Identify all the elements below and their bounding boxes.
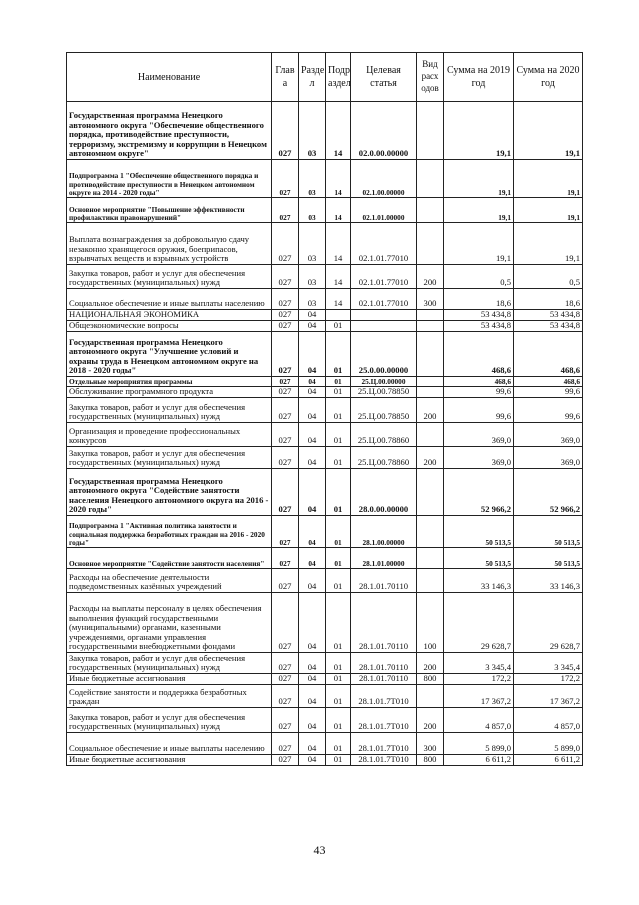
cell-chapter: 027 [272,593,299,653]
cell-target: 25.Ц.00.78850 [351,387,417,398]
cell-sum-2019: 0,5 [444,265,514,289]
cell-section: 04 [299,469,326,516]
cell-sum-2019: 369,0 [444,423,514,447]
cell-sum-2020: 19,1 [514,223,583,265]
cell-sum-2020: 33 146,3 [514,569,583,593]
cell-sum-2019: 19,1 [444,223,514,265]
cell-section: 03 [299,223,326,265]
cell-sum-2019: 53 434,8 [444,321,514,332]
table-row [67,198,583,223]
cell-name: Закупка товаров, работ и услуг для обеспечения государственных (муниципальных) нужд [67,447,272,469]
cell-sum-2020: 17 367,2 [514,685,583,708]
cell-subsection: 01 [326,321,351,332]
cell-name: Выплата вознаграждения за добровольную сдачу незаконно хранящегося оружия, боеприпасов, взрывчатых веществ и взрывных устройств [67,223,272,265]
header-target: Целевая статья [351,53,417,102]
table-row [67,593,583,653]
table-header-row [67,53,583,102]
cell-name: Расходы на обеспечение деятельности подведомственных казённых учреждений [67,569,272,593]
cell-kind [417,310,444,321]
cell-kind [417,387,444,398]
table-row [67,377,583,387]
cell-kind [417,321,444,332]
cell-subsection: 01 [326,469,351,516]
cell-kind: 300 [417,289,444,310]
cell-chapter: 027 [272,102,299,160]
cell-sum-2020: 19,1 [514,160,583,198]
cell-subsection: 01 [326,398,351,423]
cell-name: Общеэкономические вопросы [67,321,272,332]
cell-section: 03 [299,198,326,223]
cell-sum-2020: 369,0 [514,447,583,469]
cell-chapter: 027 [272,653,299,674]
table-row [67,265,583,289]
cell-kind: 100 [417,593,444,653]
header-chapter: Глав а [272,53,299,102]
table-row [67,653,583,674]
cell-name: Социальное обеспечение и иные выплаты населению [67,289,272,310]
cell-name: Основное мероприятие "Содействие занятости населения" [67,548,272,569]
cell-name: Закупка товаров, работ и услуг для обеспечения государственных (муниципальных) нужд [67,708,272,733]
cell-section: 04 [299,685,326,708]
cell-sum-2019: 172,2 [444,674,514,685]
cell-subsection: 01 [326,733,351,755]
cell-kind [417,332,444,377]
cell-target: 28.1.01.70110 [351,674,417,685]
budget-table [66,52,583,766]
cell-target: 28.0.00.00000 [351,469,417,516]
cell-subsection: 01 [326,332,351,377]
cell-sum-2019: 4 857,0 [444,708,514,733]
table-row [67,569,583,593]
cell-target: 25.Ц.00.00000 [351,377,417,387]
cell-section: 04 [299,548,326,569]
cell-section: 03 [299,265,326,289]
cell-target: 28.1.01.70110 [351,593,417,653]
cell-subsection: 01 [326,548,351,569]
cell-target: 28.1.01.7Т010 [351,708,417,733]
cell-target: 28.1.01.7Т010 [351,755,417,766]
cell-chapter: 027 [272,387,299,398]
cell-chapter: 027 [272,548,299,569]
cell-sum-2020: 50 513,5 [514,516,583,548]
cell-section: 04 [299,377,326,387]
cell-sum-2020: 3 345,4 [514,653,583,674]
table-row [67,674,583,685]
table-row [67,516,583,548]
cell-sum-2020: 53 434,8 [514,321,583,332]
cell-subsection [326,310,351,321]
cell-target: 25.Ц.00.78860 [351,447,417,469]
cell-sum-2019: 33 146,3 [444,569,514,593]
header-sum-2019: Сумма на 2019 год [444,53,514,102]
budget-sheet [66,52,582,766]
cell-section: 04 [299,310,326,321]
cell-section: 03 [299,160,326,198]
cell-sum-2019: 29 628,7 [444,593,514,653]
cell-chapter: 027 [272,332,299,377]
cell-chapter: 027 [272,198,299,223]
cell-name: Закупка товаров, работ и услуг для обеспечения государственных (муниципальных) нужд [67,653,272,674]
cell-target [351,321,417,332]
table-row [67,160,583,198]
cell-chapter: 027 [272,685,299,708]
cell-section: 04 [299,398,326,423]
cell-section: 03 [299,289,326,310]
cell-kind: 200 [417,708,444,733]
cell-target: 28.1.01.7Т010 [351,733,417,755]
table-row [67,708,583,733]
table-row [67,387,583,398]
cell-sum-2020: 0,5 [514,265,583,289]
cell-name: Содействие занятости и поддержка безработных граждан [67,685,272,708]
table-row [67,321,583,332]
cell-name: Обслуживание программного продукта [67,387,272,398]
cell-chapter: 027 [272,708,299,733]
cell-target: 02.0.00.00000 [351,102,417,160]
cell-name: Подпрограмма 1 "Активная политика занятости и социальная поддержка безработных граждан на 2016 - 2020 годы" [67,516,272,548]
cell-kind [417,102,444,160]
cell-section: 04 [299,516,326,548]
cell-section: 04 [299,733,326,755]
cell-kind [417,548,444,569]
cell-chapter: 027 [272,310,299,321]
cell-sum-2020: 52 966,2 [514,469,583,516]
cell-chapter: 027 [272,469,299,516]
cell-kind [417,223,444,265]
cell-sum-2019: 50 513,5 [444,548,514,569]
cell-name: Закупка товаров, работ и услуг для обеспечения государственных (муниципальных) нужд [67,398,272,423]
cell-kind: 800 [417,674,444,685]
cell-target: 02.1.00.00000 [351,160,417,198]
cell-chapter: 027 [272,398,299,423]
cell-target: 02.1.01.77010 [351,289,417,310]
cell-sum-2020: 19,1 [514,198,583,223]
cell-sum-2019: 19,1 [444,102,514,160]
cell-kind [417,377,444,387]
cell-target: 28.1.00.00000 [351,516,417,548]
cell-sum-2020: 19,1 [514,102,583,160]
cell-subsection: 01 [326,377,351,387]
cell-section: 03 [299,102,326,160]
cell-subsection: 14 [326,223,351,265]
cell-subsection: 14 [326,102,351,160]
cell-subsection: 01 [326,674,351,685]
table-row [67,548,583,569]
cell-subsection: 01 [326,755,351,766]
cell-name: Государственная программа Ненецкого автономного округа "Улучшение условий и охраны труда в Ненецком автономном округе на 2018 - 2020 годы" [67,332,272,377]
header-sum-2020: Сумма на 2020 год [514,53,583,102]
cell-name: Организация и проведение профессиональных конкурсов [67,423,272,447]
cell-name: Государственная программа Ненецкого автономного округа "Обеспечение общественного порядка, противодействие преступности, терроризму, экстремизму и коррупции в Ненецком автономном округе" [67,102,272,160]
cell-subsection: 01 [326,569,351,593]
cell-kind [417,569,444,593]
cell-chapter: 027 [272,569,299,593]
cell-chapter: 027 [272,377,299,387]
cell-sum-2020: 18,6 [514,289,583,310]
cell-chapter: 027 [272,674,299,685]
cell-name: НАЦИОНАЛЬНАЯ ЭКОНОМИКА [67,310,272,321]
table-row [67,310,583,321]
table-row [67,733,583,755]
cell-subsection: 01 [326,423,351,447]
cell-sum-2019: 468,6 [444,332,514,377]
cell-subsection: 01 [326,516,351,548]
cell-sum-2019: 53 434,8 [444,310,514,321]
cell-subsection: 01 [326,447,351,469]
cell-sum-2020: 468,6 [514,332,583,377]
table-row [67,469,583,516]
cell-sum-2019: 468,6 [444,377,514,387]
cell-sum-2020: 4 857,0 [514,708,583,733]
cell-sum-2019: 17 367,2 [444,685,514,708]
cell-chapter: 027 [272,289,299,310]
cell-sum-2020: 99,6 [514,387,583,398]
cell-sum-2019: 99,6 [444,398,514,423]
cell-subsection: 01 [326,593,351,653]
cell-kind [417,469,444,516]
cell-target: 28.1.01.00000 [351,548,417,569]
cell-chapter: 027 [272,755,299,766]
cell-sum-2019: 50 513,5 [444,516,514,548]
cell-chapter: 027 [272,447,299,469]
cell-subsection: 14 [326,289,351,310]
cell-name: Основное мероприятие "Повышение эффективности профилактики правонарушений" [67,198,272,223]
cell-sum-2020: 172,2 [514,674,583,685]
cell-kind: 200 [417,265,444,289]
cell-sum-2019: 99,6 [444,387,514,398]
cell-kind: 300 [417,733,444,755]
cell-sum-2019: 5 899,0 [444,733,514,755]
cell-section: 04 [299,332,326,377]
cell-name: Иные бюджетные ассигнования [67,674,272,685]
cell-subsection: 01 [326,387,351,398]
cell-target: 02.1.01.77010 [351,265,417,289]
header-kind: Вид расх одов [417,53,444,102]
cell-subsection: 14 [326,160,351,198]
cell-sum-2019: 19,1 [444,160,514,198]
cell-kind [417,516,444,548]
cell-chapter: 027 [272,223,299,265]
cell-sum-2020: 5 899,0 [514,733,583,755]
page-number: 43 [313,843,326,857]
cell-section: 04 [299,321,326,332]
cell-chapter: 027 [272,733,299,755]
cell-section: 04 [299,755,326,766]
cell-subsection: 01 [326,685,351,708]
cell-section: 04 [299,569,326,593]
cell-kind: 200 [417,653,444,674]
cell-sum-2020: 29 628,7 [514,593,583,653]
cell-target: 28.1.01.70110 [351,653,417,674]
cell-subsection: 14 [326,265,351,289]
cell-sum-2019: 18,6 [444,289,514,310]
cell-sum-2020: 50 513,5 [514,548,583,569]
table-row [67,398,583,423]
table-row [67,223,583,265]
cell-target: 25.Ц.00.78860 [351,423,417,447]
cell-name: Подпрограмма 1 "Обеспечение общественного порядка и противодействие преступности в Ненецком автономном округе на 2014 - 2020 годы" [67,160,272,198]
cell-sum-2019: 52 966,2 [444,469,514,516]
cell-sum-2020: 53 434,8 [514,310,583,321]
cell-target: 25.0.00.00000 [351,332,417,377]
table-row [67,102,583,160]
header-section: Разде л [299,53,326,102]
table-row [67,332,583,377]
cell-target: 28.1.01.7Т010 [351,685,417,708]
cell-kind: 200 [417,447,444,469]
cell-target: 28.1.01.70110 [351,569,417,593]
cell-sum-2019: 3 345,4 [444,653,514,674]
cell-kind [417,423,444,447]
cell-section: 04 [299,708,326,733]
cell-chapter: 027 [272,321,299,332]
cell-name: Иные бюджетные ассигнования [67,755,272,766]
cell-subsection: 14 [326,198,351,223]
table-row [67,289,583,310]
cell-target: 02.1.01.77010 [351,223,417,265]
cell-chapter: 027 [272,265,299,289]
table-body [67,102,583,766]
cell-target: 02.1.01.00000 [351,198,417,223]
cell-subsection: 01 [326,653,351,674]
cell-name: Закупка товаров, работ и услуг для обеспечения государственных (муниципальных) нужд [67,265,272,289]
cell-name: Расходы на выплаты персоналу в целях обеспечения выполнения функций государственными (муниципальными) органами, казенными учреждениями, органами управления государственными внебюджетными фондами [67,593,272,653]
cell-sum-2020: 99,6 [514,398,583,423]
cell-section: 04 [299,387,326,398]
cell-name: Государственная программа Ненецкого автономного округа "Содействие занятости населения Ненецкого автономного округа на 2016 - 2020 годы" [67,469,272,516]
cell-target [351,310,417,321]
cell-sum-2020: 468,6 [514,377,583,387]
cell-subsection: 01 [326,708,351,733]
cell-target: 25.Ц.00.78850 [351,398,417,423]
cell-section: 04 [299,447,326,469]
cell-section: 04 [299,593,326,653]
table-row [67,447,583,469]
cell-section: 04 [299,674,326,685]
cell-name: Отдельные мероприятия программы [67,377,272,387]
table-row [67,685,583,708]
cell-sum-2019: 6 611,2 [444,755,514,766]
cell-kind [417,685,444,708]
cell-sum-2019: 19,1 [444,198,514,223]
cell-section: 04 [299,653,326,674]
cell-kind: 200 [417,398,444,423]
table-row [67,755,583,766]
cell-chapter: 027 [272,160,299,198]
table-row [67,423,583,447]
header-name: Наименование [67,53,272,102]
cell-sum-2020: 369,0 [514,423,583,447]
cell-kind: 800 [417,755,444,766]
header-subsection: Подр аздел [326,53,351,102]
cell-kind [417,160,444,198]
cell-sum-2020: 6 611,2 [514,755,583,766]
cell-chapter: 027 [272,423,299,447]
cell-chapter: 027 [272,516,299,548]
cell-section: 04 [299,423,326,447]
cell-sum-2019: 369,0 [444,447,514,469]
cell-name: Социальное обеспечение и иные выплаты населению [67,733,272,755]
cell-kind [417,198,444,223]
